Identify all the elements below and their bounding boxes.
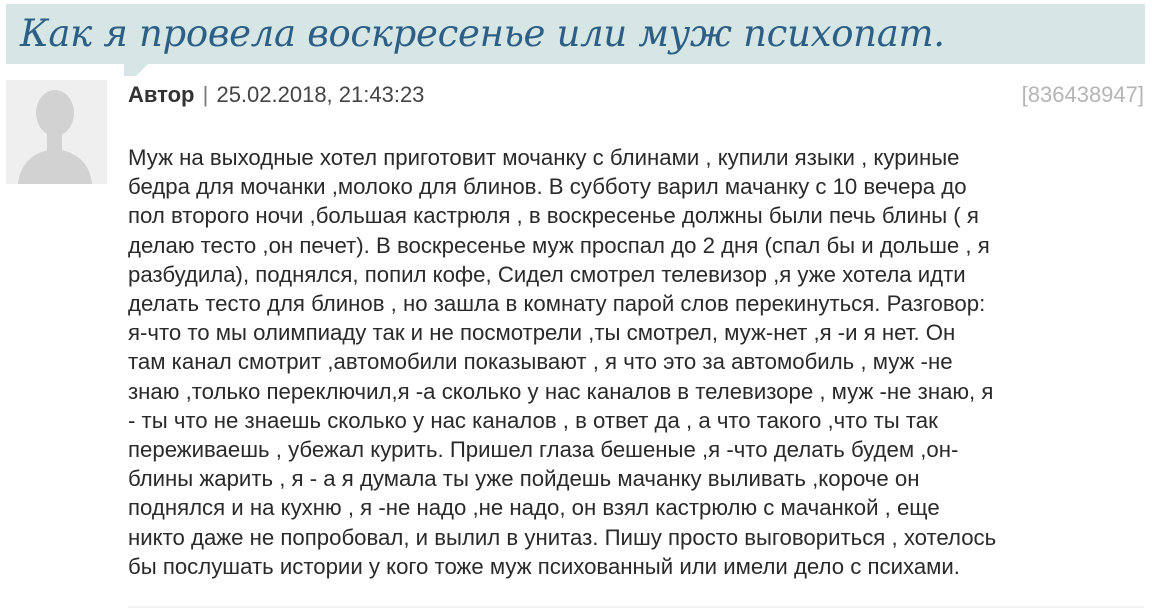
meta-separator: | xyxy=(202,82,209,107)
user-silhouette-icon xyxy=(6,80,107,184)
post-line: никто даже не попробовал, и вылил в унитаз. Пишу просто выговориться , хотелось xyxy=(128,524,997,550)
topic-title: Как я провела воскресенье или муж психопат. xyxy=(20,12,945,55)
post-line: бедра для мочанки ,молоко для блинов. В субботу варил мачанку с 10 вечера до xyxy=(128,174,967,200)
post-line: пол второго ночи ,большая кастрюля , в воскресенье должны были печь блины ( я xyxy=(128,203,979,229)
post-line: знаю ,только переключил,я -а сколько у нас каналов в телевизоре , муж -не знаю, я xyxy=(128,378,994,404)
post-line: я-что то мы олимпиаду так и не посмотрели ,ты смотрел, муж-нет ,я -и я нет. Он xyxy=(128,320,956,346)
post-body xyxy=(128,143,1144,581)
topic-title-bar xyxy=(6,4,1145,64)
post-line: делаю тесто ,он печет). В воскресенье муж проспал до 2 дня (спал бы и дольше , я xyxy=(128,232,990,258)
post-line: блины жарить , я - а я думала ты уже пойдешь мачанку выливать ,короче он xyxy=(128,466,920,492)
avatar xyxy=(6,80,107,184)
post-line: делать тесто для блинов , но зашла в комнату парой слов перекинуться. Разговор: xyxy=(128,291,986,317)
post-meta xyxy=(128,82,424,108)
post-line: переживаешь , убежал курить. Пришел глаза бешеные ,я -что делать будем ,он- xyxy=(128,437,959,463)
post-line: разбудила), поднялся, попил кофе, Сидел смотрел телевизор ,я уже хотела идти xyxy=(128,261,966,287)
title-bubble-notch xyxy=(124,64,148,76)
post-id[interactable]: [836438947] xyxy=(1021,82,1144,107)
post-line: бы послушать истории у кого тоже муж психованный или имели дело с психами. xyxy=(128,553,960,579)
post-line: Муж на выходные хотел приготовит мочанку с блинами , купили языки , куриные xyxy=(128,145,960,170)
post-line: поднялся и на кухню , я -не надо ,не надо, он взял кастрюлю с мачанкой , еще xyxy=(128,495,940,521)
post-line: там канал смотрит ,автомобили показывают , я что это за автомобиль , муж -не xyxy=(128,349,953,375)
post-datetime: 25.02.2018, 21:43:23 xyxy=(216,82,425,107)
post-line: - ты что не знаешь сколько у нас каналов , в ответ да , а что такого ,что ты так xyxy=(128,407,938,433)
author-name[interactable]: Автор xyxy=(128,82,195,107)
post-divider xyxy=(128,606,1144,608)
